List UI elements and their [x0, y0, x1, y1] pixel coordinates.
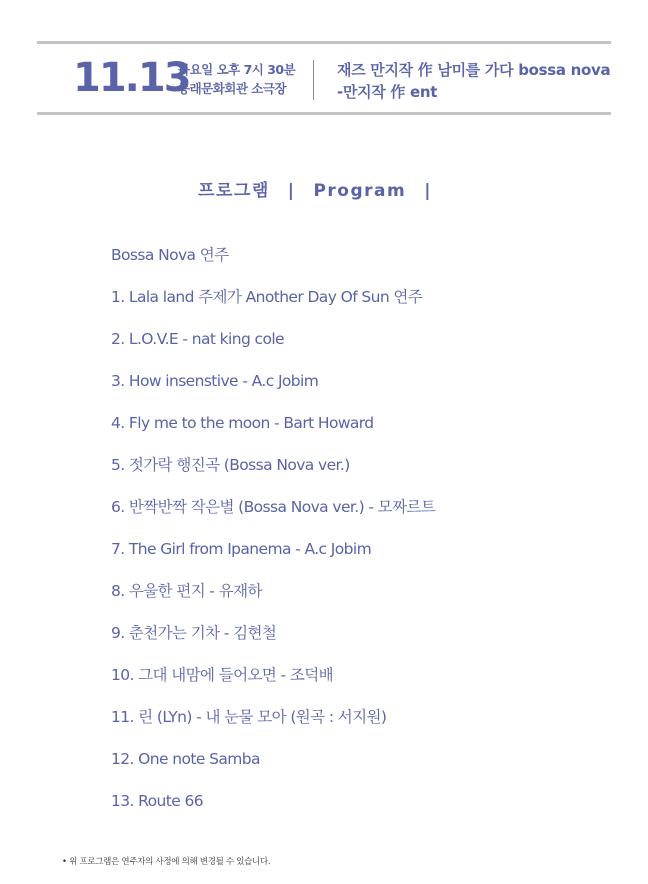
event-time-venue — [178, 60, 295, 98]
top-rule — [37, 41, 611, 44]
program-item: 6. 반짝반짝 작은별 (Bossa Nova ver.) - 모짜르트 — [111, 498, 436, 516]
program-heading-en: Program — [313, 181, 407, 201]
event-title-line1: 재즈 만지작 作 남미를 가다 bossa nova — [337, 61, 611, 79]
program-item: 8. 우울한 편지 - 유재하 — [111, 582, 262, 600]
event-venue: 동래문화회관 소극장 — [178, 81, 287, 96]
program-item: 9. 춘천가는 기차 - 김현철 — [111, 624, 277, 642]
program-item: 12. One note Samba — [111, 750, 260, 768]
program-item: 3. How insenstive - A.c Jobim — [111, 372, 319, 390]
program-item: 10. 그대 내맘에 들어오면 - 조덕배 — [111, 666, 333, 684]
program-list — [111, 241, 435, 829]
program-item: 7. The Girl from Ipanema - A.c Jobim — [111, 540, 372, 558]
program-item: 4. Fly me to the moon - Bart Howard — [111, 414, 374, 432]
program-item: 1. Lala land 주제가 Another Day Of Sun 연주 — [111, 288, 423, 306]
event-title — [337, 59, 610, 103]
heading-separator-left: | — [287, 181, 296, 201]
heading-separator-right: | — [424, 181, 432, 201]
program-heading — [0, 176, 648, 201]
event-title-line2: -만지작 作 ent — [337, 83, 438, 101]
program-item: 2. L.O.V.E - nat king cole — [111, 330, 284, 348]
program-item: 5. 젓가락 행진곡 (Bossa Nova ver.) — [111, 456, 350, 474]
event-time: 목요일 오후 7시 30분 — [178, 62, 296, 77]
event-date: 11.13 — [73, 55, 190, 101]
header-divider — [313, 60, 314, 100]
program-heading-ko: 프로그램 — [198, 181, 270, 201]
footnote: • 위 프로그램은 연주자의 사정에 의해 변경될 수 있습니다. — [62, 857, 271, 867]
program-item: 11. 린 (LYn) - 내 눈물 모아 (원곡 : 서지원) — [111, 708, 387, 726]
program-item: 13. Route 66 — [111, 792, 204, 810]
program-item: Bossa Nova 연주 — [111, 246, 229, 264]
bottom-rule — [37, 112, 611, 115]
